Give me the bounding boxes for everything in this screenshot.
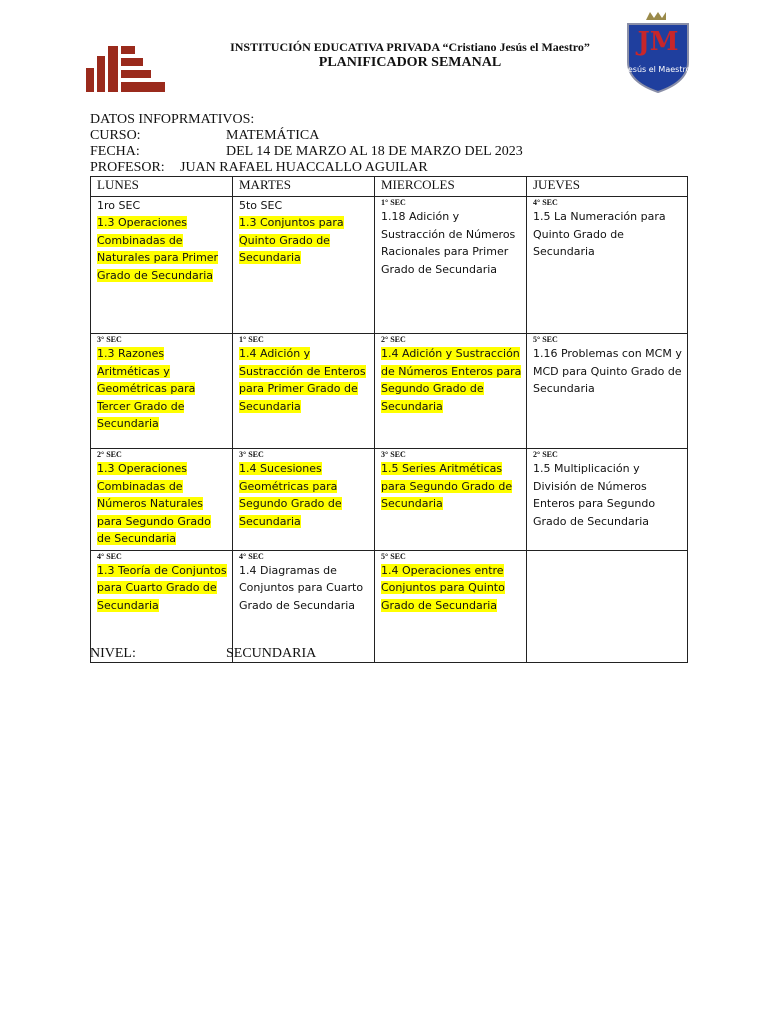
plan-cell-lunes bbox=[91, 197, 233, 334]
plan-cell-miercoles bbox=[375, 550, 527, 662]
shield-logo-text: Jesús el Maestro bbox=[625, 65, 691, 74]
section-grade-label: 4° SEC bbox=[533, 198, 558, 207]
topic-text-wrapper bbox=[533, 208, 683, 261]
fecha-label: FECHA: bbox=[90, 144, 140, 159]
lesson-topic: 1.4 Sucesiones Geométricas para Segundo Grado de Secundaria bbox=[239, 462, 342, 528]
section-grade-label: 2° SEC bbox=[381, 335, 406, 344]
svg-text:JM: JM bbox=[637, 27, 679, 57]
section-grade-label: 4° SEC bbox=[239, 551, 264, 561]
plan-cell-jueves bbox=[527, 197, 688, 334]
lesson-topic: 1.4 Diagramas de Conjuntos para Cuarto Grado de Secundaria bbox=[239, 563, 364, 612]
section-grade-label: 5° SEC bbox=[533, 335, 558, 344]
section-grade-label: 3° SEC bbox=[381, 450, 406, 459]
table-row bbox=[91, 197, 688, 334]
section-grade-label: 2° SEC bbox=[533, 450, 558, 459]
table-row bbox=[91, 550, 688, 662]
topic-text-wrapper bbox=[381, 345, 522, 415]
lesson-topic: 1.5 Multiplicación y División de Números Enteros para Segundo Grado de Secundaria bbox=[533, 462, 656, 528]
topic-text-wrapper bbox=[239, 460, 370, 530]
section-grade-label: 1° SEC bbox=[239, 335, 264, 344]
table-row bbox=[91, 449, 688, 551]
lesson-topic: 1.5 Series Aritméticas para Segundo Grado de Secundaria bbox=[381, 462, 513, 510]
lesson-topic: 1.18 Adición y Sustracción de Números Racionales para Primer Grado de Secundaria bbox=[381, 210, 516, 276]
topic-text-wrapper bbox=[97, 562, 228, 615]
section-grade-label: 3° SEC bbox=[97, 335, 122, 344]
section-grade-label: 1ro SEC bbox=[97, 199, 141, 212]
section-grade-label: 1° SEC bbox=[381, 198, 406, 207]
profesor-label: PROFESOR: bbox=[90, 160, 165, 175]
section-grade-label: 5° SEC bbox=[381, 551, 406, 561]
plan-cell-jueves bbox=[527, 449, 688, 551]
profesor-value: JUAN RAFAEL HUACCALLO AGUILAR bbox=[180, 160, 428, 175]
topic-text-wrapper bbox=[97, 460, 228, 548]
topic-text-wrapper bbox=[381, 460, 522, 513]
institution-name: INSTITUCIÓN EDUCATIVA PRIVADA “Cristiano Jesús el Maestro” bbox=[230, 40, 590, 54]
plan-cell-jueves bbox=[527, 550, 688, 662]
plan-cell-jueves bbox=[527, 334, 688, 449]
section-grade-label: 2° SEC bbox=[97, 450, 122, 459]
document-title: PLANIFICADOR SEMANAL bbox=[318, 55, 502, 70]
topic-text-wrapper bbox=[533, 345, 683, 398]
lesson-topic: 1.5 La Numeración para Quinto Grado de Secundaria bbox=[533, 210, 666, 258]
lesson-topic: 1.3 Operaciones Combinadas de Naturales para Primer Grado de Secundaria bbox=[97, 216, 219, 282]
plan-cell-lunes bbox=[91, 449, 233, 551]
nivel-value: SECUNDARIA bbox=[226, 646, 317, 661]
plan-cell-martes bbox=[233, 334, 375, 449]
curso-value: MATEMÁTICA bbox=[226, 128, 320, 143]
plan-cell-miercoles bbox=[375, 449, 527, 551]
info-nivel bbox=[90, 646, 317, 662]
plan-cell-miercoles bbox=[375, 197, 527, 334]
column-header-lunes: LUNES bbox=[91, 177, 233, 197]
section-grade-label: 4° SEC bbox=[97, 551, 122, 561]
plan-cell-martes bbox=[233, 197, 375, 334]
column-header-miercoles: MIERCOLES bbox=[375, 177, 527, 197]
nivel-label: NIVEL: bbox=[90, 646, 136, 661]
table-row bbox=[91, 334, 688, 449]
column-header-jueves: JUEVES bbox=[527, 177, 688, 197]
topic-text-wrapper bbox=[381, 562, 522, 615]
topic-text-wrapper bbox=[97, 345, 228, 433]
table-header-row bbox=[91, 177, 688, 197]
topic-text-wrapper bbox=[239, 562, 370, 615]
column-header-martes: MARTES bbox=[233, 177, 375, 197]
info-profesor bbox=[90, 160, 428, 176]
topic-text-wrapper bbox=[239, 345, 370, 415]
lesson-topic: 1.4 Operaciones entre Conjuntos para Quinto Grado de Secundaria bbox=[381, 563, 505, 612]
info-heading: DATOS INFOPRMATIVOS: bbox=[90, 112, 255, 127]
info-curso bbox=[90, 128, 320, 144]
weekly-plan-table bbox=[90, 176, 688, 663]
fecha-value: DEL 14 DE MARZO AL 18 DE MARZO DEL 2023 bbox=[226, 144, 523, 159]
topic-text-wrapper bbox=[239, 214, 370, 267]
topic-text-wrapper bbox=[533, 460, 683, 530]
lesson-topic: 1.16 Problemas con MCM y MCD para Quinto Grado de Secundaria bbox=[533, 347, 682, 395]
lesson-topic: 1.3 Conjuntos para Quinto Grado de Secundaria bbox=[239, 216, 344, 264]
plan-cell-miercoles bbox=[375, 334, 527, 449]
curso-label: CURSO: bbox=[90, 128, 141, 143]
lesson-topic: 1.4 Adición y Sustracción de Enteros para Primer Grado de Secundaria bbox=[239, 347, 366, 413]
plan-cell-lunes bbox=[91, 334, 233, 449]
lesson-topic: 1.3 Teoría de Conjuntos para Cuarto Grado de Secundaria bbox=[97, 563, 227, 612]
lesson-topic: 1.3 Operaciones Combinadas de Números Naturales para Segundo Grado de Secundaria bbox=[97, 462, 211, 545]
plan-cell-martes bbox=[233, 449, 375, 551]
topic-text-wrapper bbox=[97, 214, 228, 284]
topic-text-wrapper bbox=[381, 208, 522, 278]
lesson-topic: 1.4 Adición y Sustracción de Números Enteros para Segundo Grado de Secundaria bbox=[381, 347, 522, 413]
info-fecha bbox=[90, 144, 523, 160]
section-grade-label: 5to SEC bbox=[239, 199, 283, 212]
lesson-topic: 1.3 Razones Aritméticas y Geométricas para Tercer Grado de Secundaria bbox=[97, 347, 196, 430]
section-grade-label: 3° SEC bbox=[239, 450, 264, 459]
